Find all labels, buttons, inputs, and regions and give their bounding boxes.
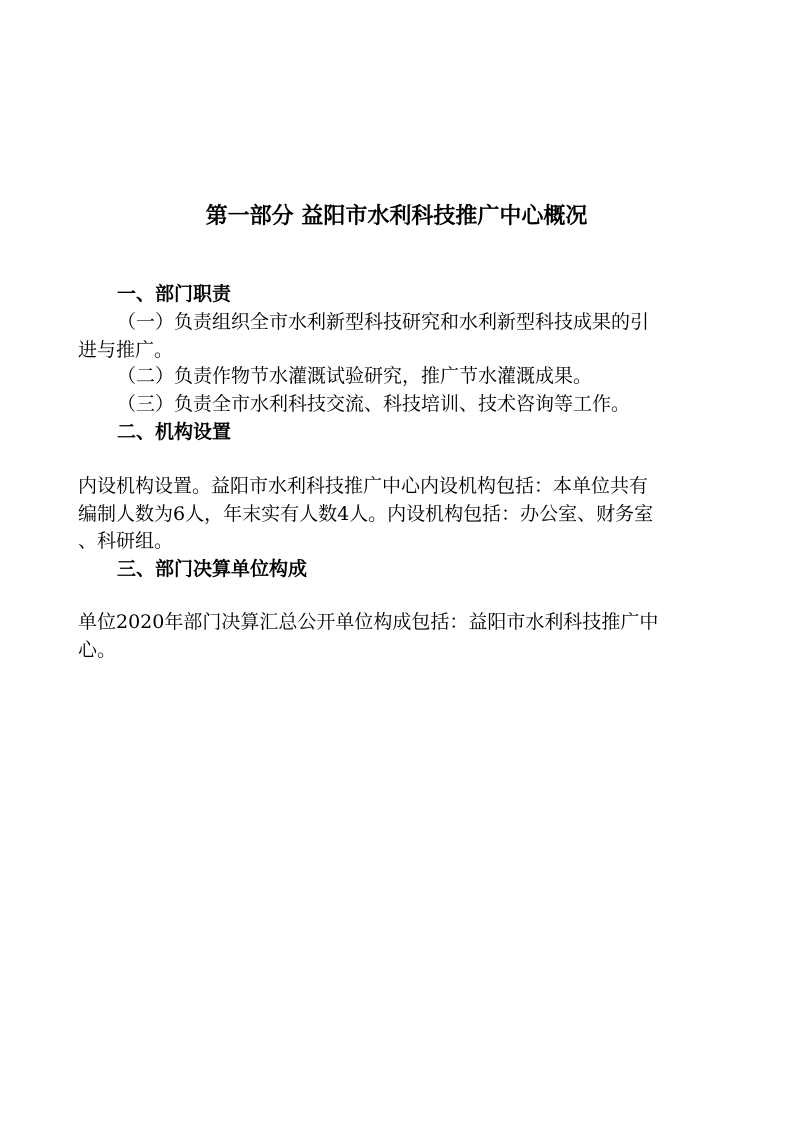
duty-item-2: （二）负责作物节水灌溉试验研究，推广节水灌溉成果。 xyxy=(117,365,593,387)
section-heading-organization: 二、机构设置 xyxy=(117,421,232,443)
duty-item-3: （三）负责全市水利科技交流、科技培训、技术咨询等工作。 xyxy=(117,393,631,415)
duty-item-1-line-1: （一）负责组织全市水利新型科技研究和水利新型科技成果的引 xyxy=(117,311,650,333)
section-heading-units: 三、部门决算单位构成 xyxy=(117,558,308,580)
duty-item-1-line-2: 进与推广。 xyxy=(78,339,174,361)
organization-paragraph-line-3: 、科研组。 xyxy=(78,530,174,552)
units-paragraph-line-2: 心。 xyxy=(78,639,117,661)
organization-paragraph-line-2: 编制人数为6人，年末实有人数4人。内设机构包括：办公室、财务室 xyxy=(78,503,654,525)
document-title: 第一部分 益阳市水利科技推广中心概况 xyxy=(205,204,588,229)
section-heading-duties: 一、部门职责 xyxy=(117,283,232,305)
organization-paragraph-line-1: 内设机构设置。益阳市水利科技推广中心内设机构包括：本单位共有 xyxy=(78,475,649,497)
units-paragraph-line-1: 单位2020年部门决算汇总公开单位构成包括：益阳市水利科技推广中 xyxy=(78,611,659,633)
